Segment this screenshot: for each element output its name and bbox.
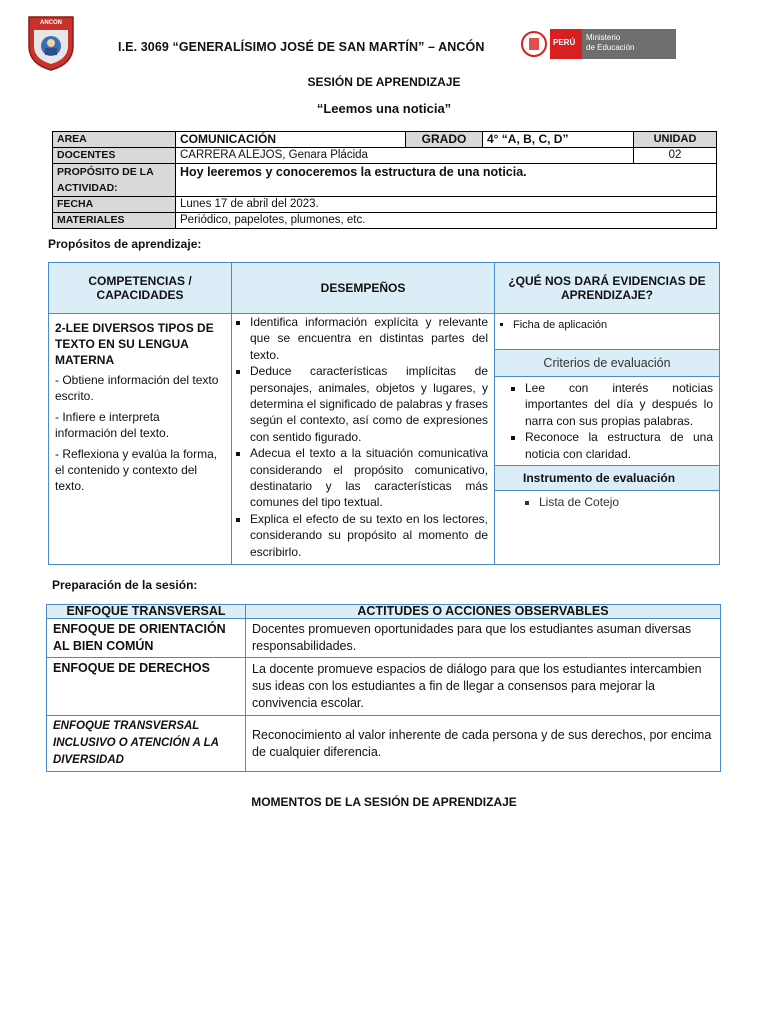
enfoques-table (46, 604, 721, 772)
institution-name: I.E. 3069 “GENERALÍSIMO JOSÉ DE SAN MARTÍN” – ANCÓN (118, 40, 485, 54)
evidence-item: ▪ Ficha de aplicación (513, 317, 713, 333)
performance-item: ▪ Identifica información explícita y relevante que se encuentra en distintas partes del texto. (250, 314, 488, 363)
evidence-box (495, 314, 719, 350)
instrument-box (495, 491, 719, 521)
moments-title: MOMENTOS DE LA SESIÓN DE APRENDIZAJE (251, 795, 517, 809)
enfoque-name: ENFOQUE TRANSVERSAL INCLUSIVO O ATENCIÓN A LA DIVERSIDAD (47, 716, 246, 772)
proposito-label-line1: PROPÓSITO DE LA (57, 166, 154, 178)
enfoque-action: Reconocimiento al valor inherente de cada persona y de sus derechos, por encima de cualquier diferencia. (246, 716, 721, 772)
unidad-value: 02 (634, 148, 717, 164)
enfoque-name: ENFOQUE DE ORIENTACIÓN AL BIEN COMÚN (47, 619, 246, 658)
competence-name: 2-LEE DIVERSOS TIPOS DE TEXTO EN SU LENGUA MATERNA (55, 321, 214, 367)
session-title: “Leemos una noticia” (316, 101, 452, 116)
fecha-label: FECHA (53, 197, 176, 213)
preparation-label: Preparación de la sesión: (52, 578, 198, 592)
session-label: SESIÓN DE APRENDIZAJE (307, 75, 461, 89)
criteria-item: ▪ Reconoce la estructura de una noticia con claridad. (525, 429, 713, 462)
proposito-value: Hoy leeremos y conoceremos la estructura de una noticia. (176, 164, 717, 197)
grado-value: 4° “A, B, C, D” (483, 132, 634, 148)
proposito-label (53, 164, 176, 197)
performances-cell (232, 314, 495, 565)
competencies-table (48, 262, 720, 565)
capacity-item: - Infiere e interpreta información del texto. (55, 410, 170, 440)
enfoque-header: ENFOQUE TRANSVERSAL (47, 605, 246, 619)
actitudes-header: ACTITUDES O ACCIONES OBSERVABLES (246, 605, 721, 619)
materiales-label: MATERIALES (53, 213, 176, 229)
performances-header: DESEMPEÑOS (232, 263, 495, 314)
purposes-label: Propósitos de aprendizaje: (48, 237, 202, 251)
school-logo-text: ANCON (40, 20, 62, 26)
enfoque-name: ENFOQUE DE DERECHOS (47, 658, 246, 716)
area-label: AREA (53, 132, 176, 148)
instrument-item: ▪ Lista de Cotejo (539, 494, 713, 510)
enfoque-action: Docentes promueven oportunidades para que los estudiantes asuman diversas responsabilidades. (246, 619, 721, 658)
docentes-label: DOCENTES (53, 148, 176, 164)
fecha-value: Lunes 17 de abril del 2023. (176, 197, 717, 213)
capacity-item: - Reflexiona y evalúa la forma, el contenido y contexto del texto. (55, 447, 218, 493)
competencies-header: COMPETENCIAS / CAPACIDADES (49, 263, 232, 314)
area-value: COMUNICACIÓN (176, 132, 406, 148)
evidence-header: ¿QUÉ NOS DARÁ EVIDENCIAS DE APRENDIZAJE? (495, 263, 720, 314)
materiales-value: Periódico, papelotes, plumones, etc. (176, 213, 717, 229)
ministry-country: PERÚ (553, 38, 576, 47)
enfoque-action: La docente promueve espacios de diálogo para que los estudiantes intercambien sus ideas con los estudiantes a fin de llegar a consensos para mejorar la convivencia escolar. (246, 658, 721, 716)
performance-item: ▪ Adecua el texto a la situación comunicativa considerando el propósito comunicativo, destinatario y las características más comunes del tipo textual. (250, 445, 488, 511)
performance-item: ▪ Deduce características implícitas de personajes, animales, objetos y lugares, y determina el significado de palabras y frases según el contexto, así como de expresiones con sentido figurado. (250, 363, 488, 445)
ministry-name-line2: de Educación (586, 43, 635, 52)
proposito-label-line2: ACTIVIDAD: (57, 182, 118, 194)
evidence-cell (495, 314, 720, 565)
docentes-value: CARRERA ALEJOS, Genara Plácida (176, 148, 634, 164)
unidad-label: UNIDAD (634, 132, 717, 148)
grado-label: GRADO (406, 132, 483, 148)
criteria-box (495, 377, 719, 466)
criteria-header: Criterios de evaluación (495, 350, 719, 377)
school-shield-logo (26, 14, 76, 72)
competence-cell (49, 314, 232, 565)
performance-item: ▪ Explica el efecto de su texto en los lectores, considerando su propósito al momento de escribirlo. (250, 511, 488, 560)
ministry-logo (520, 28, 676, 60)
instrument-header: Instrumento de evaluación (495, 466, 719, 491)
session-info-table (52, 131, 717, 229)
ministry-name-line1: Ministerio (586, 33, 621, 42)
capacity-item: - Obtiene información del texto escrito. (55, 373, 219, 403)
criteria-item: ▪ Lee con interés noticias importantes del día y después lo narra con sus propias palabras. (525, 380, 713, 429)
